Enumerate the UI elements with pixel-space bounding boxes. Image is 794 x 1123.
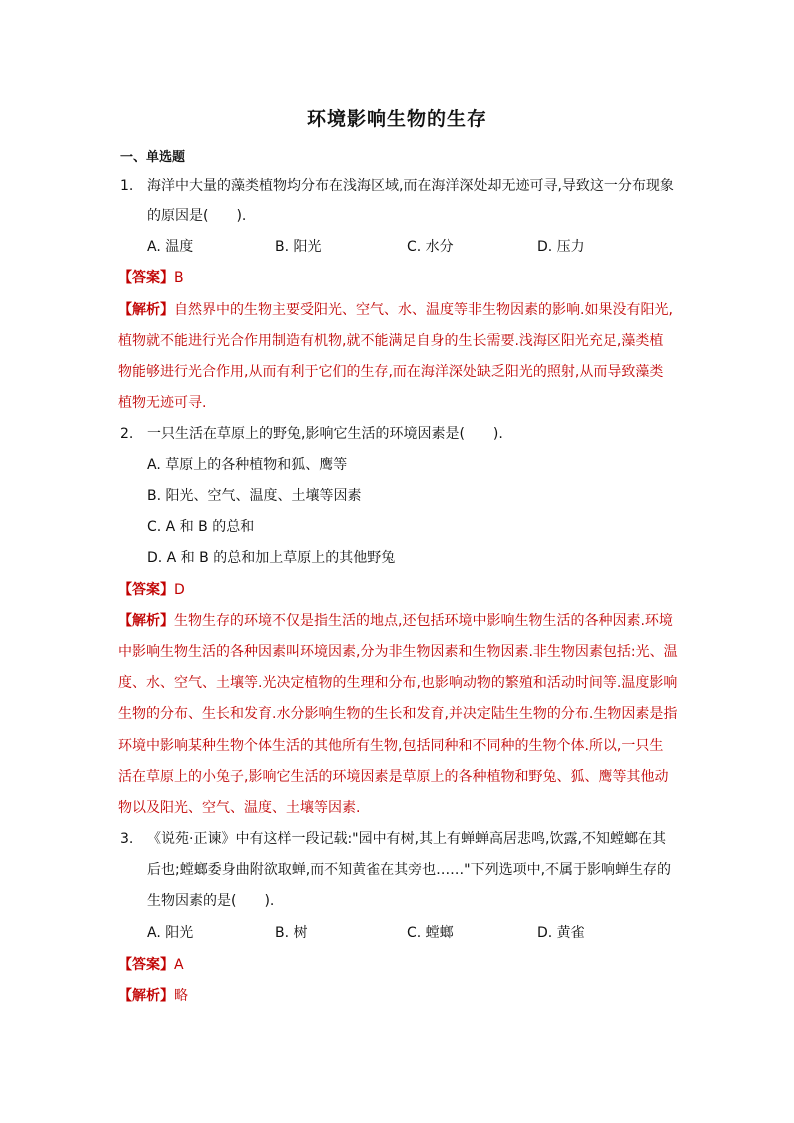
question-2-option-b: B. 阳光、空气、温度、土壤等因素 [147,488,362,504]
answer-label: 【答案】 [118,270,174,286]
question-1-explanation-line-4: 植物无迹可寻. [118,395,207,411]
question-1-answer [118,268,184,288]
explanation-text: 略 [174,988,188,1004]
question-1-explanation-line-1: 【解析】自然界中的生物主要受阳光、空气、水、温度等非生物因素的影响.如果没有阳光, [118,302,673,318]
answer-value: D [174,582,185,598]
explanation-label: 【解析】 [118,302,174,318]
question-3-option-a: A. 阳光 [147,925,194,941]
question-1-option-a: A. 温度 [147,239,194,255]
question-3-text-line-1: 《说苑·正谏》中有这样一段记载:"园中有树,其上有蝉蝉高居悲鸣,饮露,不知螳螂在其 [147,831,666,847]
question-2-explanation-line-1: 【解析】生物生存的环境不仅是指生活的地点,还包括环境中影响生物生活的各种因素.环境 [118,613,673,629]
question-1-text-line-1: 海洋中大量的藻类植物均分布在浅海区域,而在海洋深处却无迹可寻,导致这一分布现象 [147,178,674,194]
question-1-option-d: D. 压力 [537,239,585,255]
question-1-number: 1. [120,178,134,194]
answer-label: 【答案】 [118,957,174,973]
question-3-answer [118,955,184,975]
document-title: 环境影响生物的生存 [306,108,487,130]
section-heading: 一、单选题 [120,150,186,165]
question-2-option-d: D. A 和 B 的总和加上草原上的其他野兔 [147,550,396,566]
question-3-explanation [118,986,188,1006]
question-1-explanation-line-2: 植物就不能进行光合作用制造有机物,就不能满足自身的生长需要.浅海区阳光充足,藻类植 [118,333,664,349]
answer-label: 【答案】 [118,582,174,598]
explanation-label: 【解析】 [118,613,174,629]
question-1-text-line-2: 的原因是( ). [147,208,247,224]
question-3-option-c: C. 螳螂 [407,925,454,941]
answer-value: B [174,270,184,286]
question-3-option-b: B. 树 [275,925,308,941]
question-3-option-d: D. 黄雀 [537,925,585,941]
question-2-number: 2. [120,426,134,442]
question-2-explanation-line-5: 环境中影响某种生物个体生活的其他所有生物,包括同种和不同种的生物个体.所以,一只生 [118,738,664,754]
question-3-text-line-3: 生物因素的是( ). [147,893,275,909]
question-1-explanation-line-3: 物能够进行光合作用,从而有利于它们的生存,而在海洋深处缺乏阳光的照射,从而导致藻类 [118,364,664,380]
question-2-option-c: C. A 和 B 的总和 [147,519,255,535]
question-2-explanation-line-3: 度、水、空气、土壤等.光决定植物的生理和分布,也影响动物的繁殖和活动时间等.温度影响 [118,675,678,691]
question-2-explanation-line-6: 活在草原上的小兔子,影响它生活的环境因素是草原上的各种植物和野兔、狐、鹰等其他动 [118,769,669,785]
explanation-label: 【解析】 [118,988,174,1004]
question-2-answer [118,580,185,600]
question-2-option-a: A. 草原上的各种植物和狐、鹰等 [147,457,348,473]
question-2-explanation-line-4: 生物的分布、生长和发育.水分影响生物的生长和发育,并决定陆生生物的分布.生物因素是指 [118,706,678,722]
question-1-option-c: C. 水分 [407,239,454,255]
question-2-explanation-line-2: 中影响生物生活的各种因素叫环境因素,分为非生物因素和生物因素.非生物因素包括:光、温 [118,644,678,660]
question-1-option-b: B. 阳光 [275,239,322,255]
question-2-text-line-1: 一只生活在草原上的野兔,影响它生活的环境因素是( ). [147,426,503,442]
question-3-text-line-2: 后也;螳螂委身曲附欲取蝉,而不知黄雀在其旁也……"下列选项中,不属于影响蝉生存的 [147,862,672,878]
question-2-explanation-line-7: 物以及阳光、空气、温度、土壤等因素. [118,800,361,816]
answer-value: A [174,957,184,973]
question-3-number: 3. [120,831,134,847]
